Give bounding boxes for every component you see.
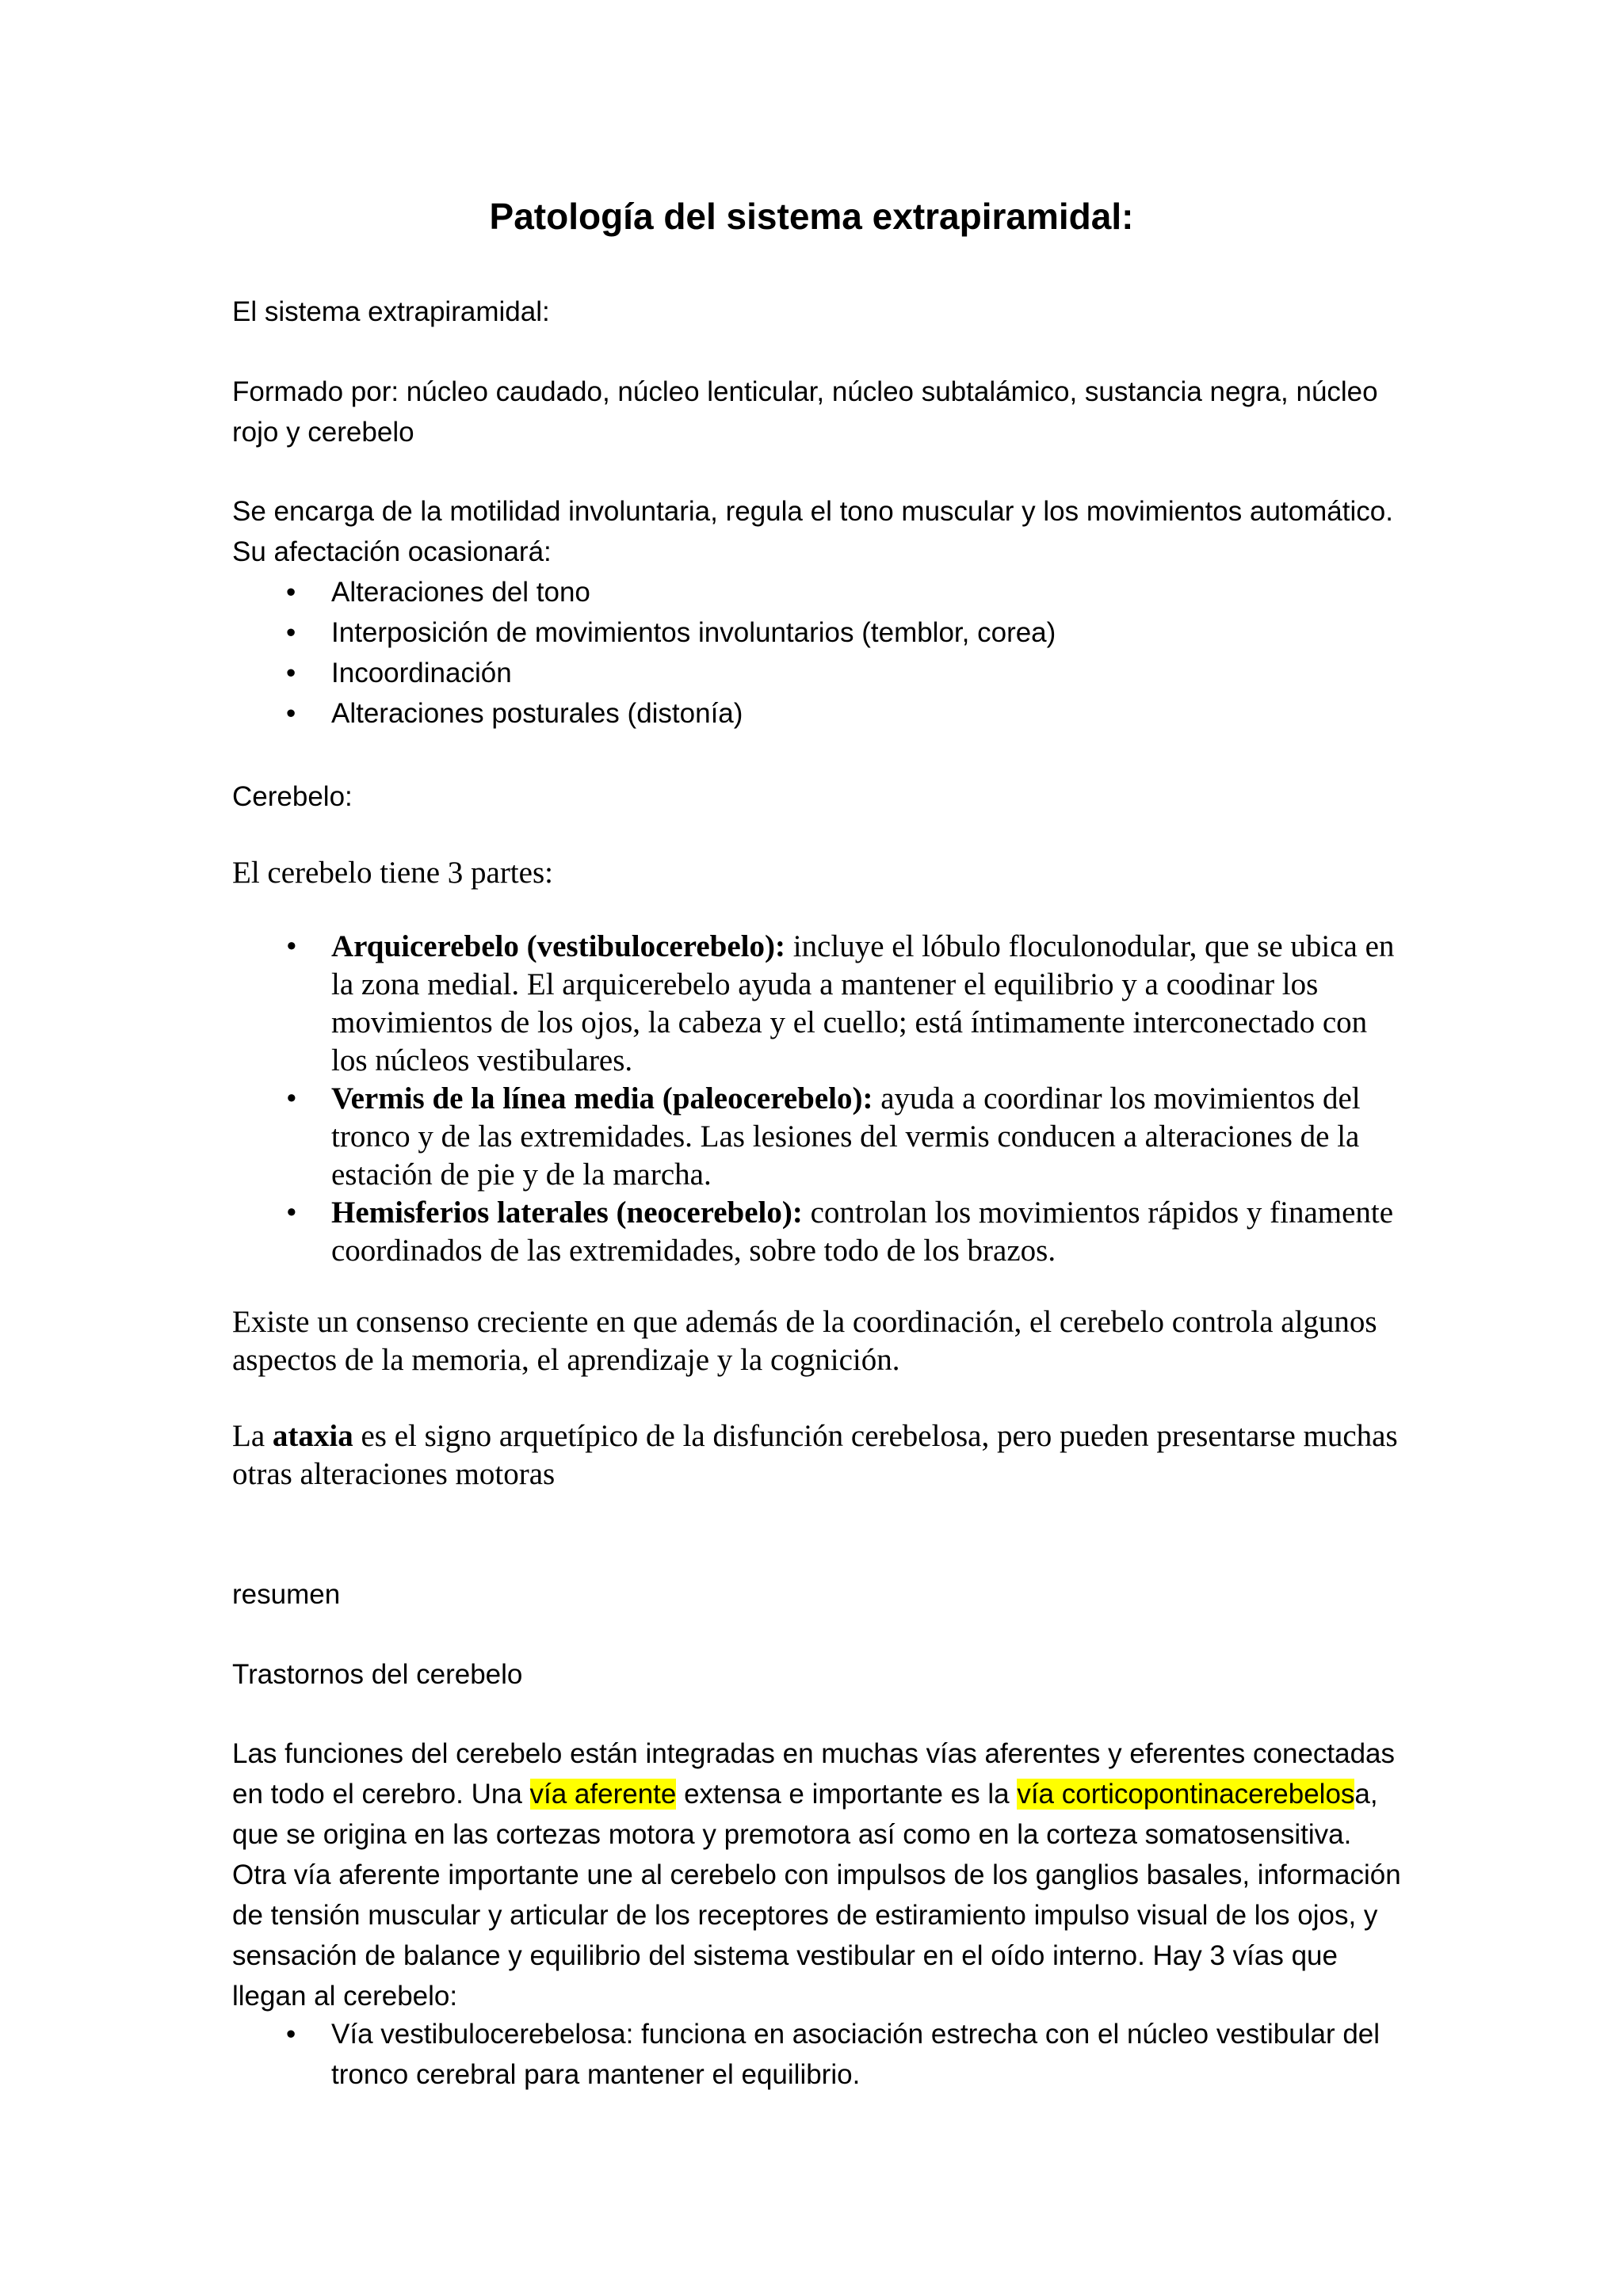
parte-term: Vermis de la línea media (paleocerebelo): [331, 1081, 873, 1116]
list-item [232, 928, 1405, 1080]
page-title: Patología del sistema extrapiramidal: [489, 196, 1134, 237]
parte-term: Hemisferios laterales (neocerebelo): [331, 1196, 803, 1230]
list-item [232, 2014, 1405, 2095]
bullet-icon: • [286, 617, 296, 648]
bullet-icon: • [286, 577, 296, 608]
list-item [232, 1080, 1405, 1194]
parte-text: controlan los movimientos rápidos y finamente coordinados de las extremidades, sobre todo de los brazos. [331, 1196, 1394, 1268]
resumen-label: resumen [232, 1579, 341, 1610]
funciones-paragraph: Las funciones del cerebelo están integradas en muchas vías aferentes y eferentes conectadas en todo el cerebro. Una vía aferente extensa e importante es la vía corticopontinacerebelosa, que se origina en las cortezas motora y premotora así como en la corteza somatosensitiva. Otra vía aferente importante une al cerebelo con impulsos de los ganglios basales, información de tensión muscular y articular de los receptores de estiramiento impulso visual de los ojos, y sensación de balance y equilibrio del sistema vestibular en el oído interno. Hay 3 vías que llegan al cerebelo: [232, 1738, 1401, 2012]
list-item [232, 572, 1405, 612]
consenso-paragraph: Existe un consenso creciente en que además de la coordinación, el cerebelo controla algunos aspectos de la memoria, el aprendizaje y la cognición. [232, 1305, 1377, 1377]
list-item-text: Interposición de movimientos involuntarios (temblor, corea) [331, 617, 1056, 648]
list-item [232, 612, 1405, 653]
afectacion-list [232, 572, 1405, 734]
bullet-icon: • [286, 1196, 297, 1230]
bullet-icon: • [286, 1081, 297, 1116]
trastornos-heading: Trastornos del cerebelo [232, 1659, 523, 1690]
list-item-text: Vía vestibulocerebelosa: funciona en asociación estrecha con el núcleo vestibular del tronco cerebral para mantener el equilibrio. [331, 2019, 1381, 2090]
list-item-text: Incoordinación [331, 658, 512, 688]
highlight-via-corticopontinacerebelosa: vía corticopontinacerebelos [1017, 1779, 1355, 1810]
bullet-icon: • [286, 2019, 296, 2050]
bullet-icon: • [286, 698, 296, 729]
list-item-text: Alteraciones del tono [331, 577, 590, 608]
highlight-via-aferente: vía aferente [529, 1779, 677, 1810]
list-item [232, 693, 1405, 734]
bullet-icon: • [286, 929, 297, 963]
sistema-heading: El sistema extrapiramidal: [232, 296, 550, 327]
parte-text: ayuda a coordinar los movimientos del tronco y de las extremidades. Las lesiones del vermis conducen a alteraciones de la estación de pie y de la marcha. [331, 1081, 1361, 1192]
parte-text: incluye el lóbulo floculonodular, que se ubica en la zona medial. El arquicerebelo ayuda a mantener el equilibrio y a coodinar los movimientos de los ojos, la cabeza y el cuello; está íntimamente interconectado con los núcleos vestibulares. [331, 929, 1395, 1077]
cerebelo-heading: Cerebelo: [232, 781, 353, 812]
ataxia-paragraph: La ataxia es el signo arquetípico de la disfunción cerebelosa, pero pueden presentarse muchas otras alteraciones motoras [232, 1419, 1398, 1491]
cerebelo-partes-list [232, 928, 1405, 1270]
bullet-icon: • [286, 658, 296, 688]
list-item [232, 1194, 1405, 1270]
funcion-intro-paragraph: Se encarga de la motilidad involuntaria, regula el tono muscular y los movimientos automático. Su afectación ocasionará: [232, 496, 1393, 567]
parte-term: Arquicerebelo (vestibulocerebelo): [331, 929, 785, 963]
list-item [232, 653, 1405, 693]
cerebelo-partes-intro: El cerebelo tiene 3 partes: [232, 856, 553, 890]
list-item-text: Alteraciones posturales (distonía) [331, 698, 743, 729]
formado-por-paragraph: Formado por: núcleo caudado, núcleo lenticular, núcleo subtalámico, sustancia negra, núcleo rojo y cerebelo [232, 376, 1378, 448]
ataxia-term: ataxia [272, 1419, 353, 1453]
vias-list [232, 2014, 1405, 2095]
